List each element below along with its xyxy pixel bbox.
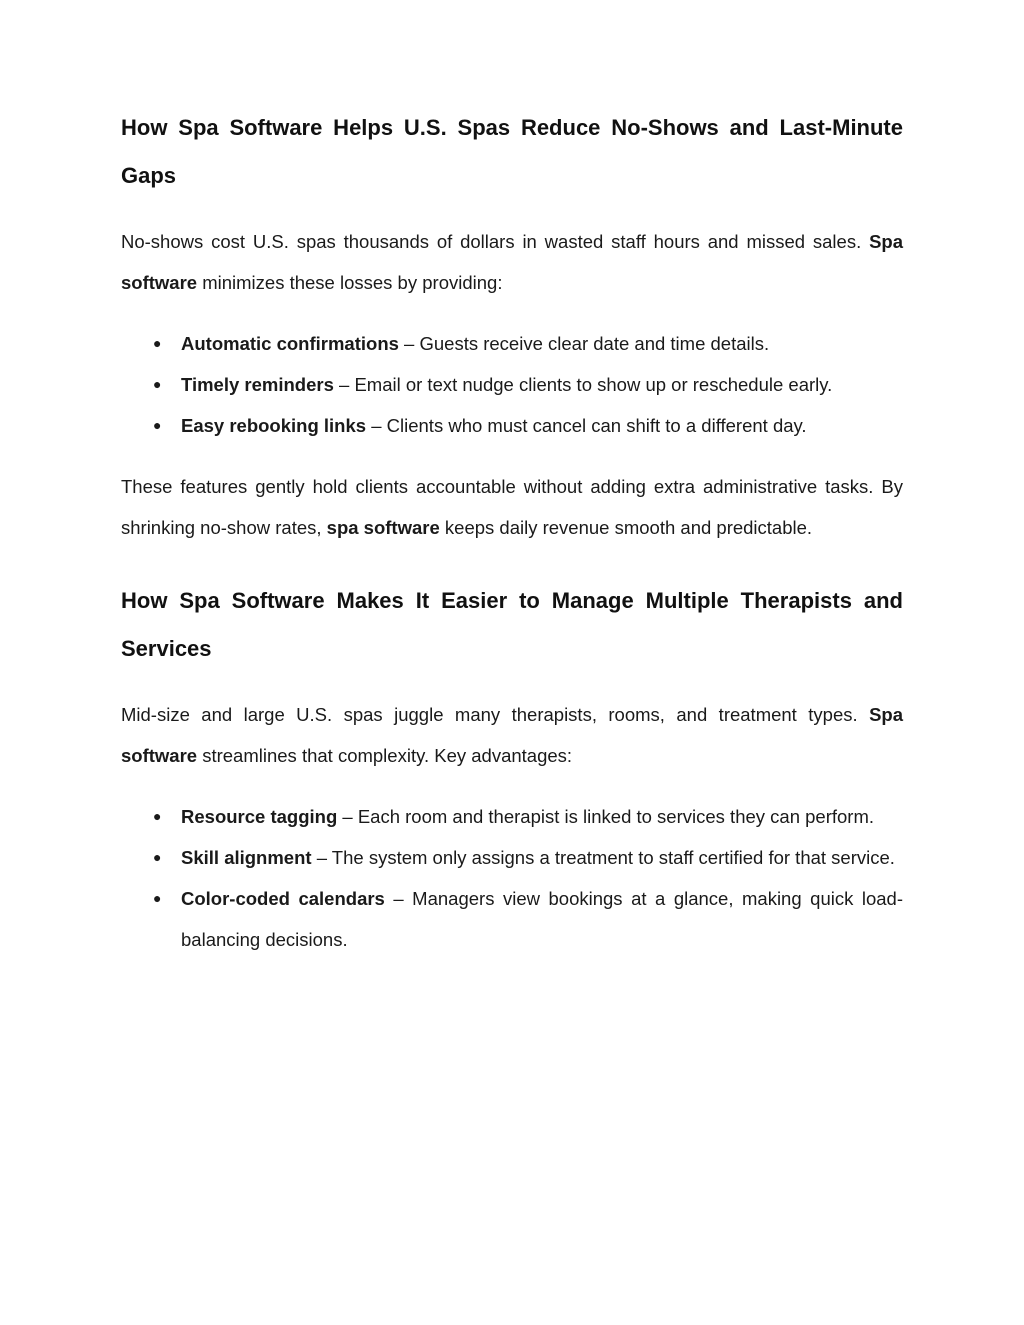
list-item-text: – The system only assigns a treatment to staff certified for that service.: [311, 847, 895, 868]
list-item-text: – Managers view bookings at a glance, making quick load-balancing decisions.: [181, 888, 904, 950]
list-item: [121, 405, 903, 446]
section2-intro-rest: streamlines that complexity. Key advantages:: [197, 745, 573, 766]
bullet-icon: ●: [153, 890, 162, 906]
list-item: [121, 364, 903, 405]
section1-closing-text: These features gently hold clients accountable without adding extra administrative tasks. By shrinking no-show rates,: [121, 476, 903, 538]
section1-heading: How Spa Software Helps U.S. Spas Reduce No-Shows and Last-Minute Gaps: [121, 115, 903, 188]
list-item-bold: Resource tagging: [181, 806, 338, 827]
list-item-bold: Skill alignment: [181, 847, 312, 868]
bullet-icon: ●: [153, 417, 162, 433]
list-item-text: – Each room and therapist is linked to services they can perform.: [337, 806, 875, 827]
list-item: [121, 323, 903, 364]
list-item-text: – Email or text nudge clients to show up or reschedule early.: [333, 374, 833, 395]
section1-closing-paragraph: [121, 466, 903, 548]
section2-bullet-list: [121, 796, 903, 960]
list-item: [121, 796, 903, 837]
section2-intro-text: Mid-size and large U.S. spas juggle many therapists, rooms, and treatment types.: [121, 704, 870, 725]
section2-intro-paragraph: [121, 694, 903, 776]
section1-intro-rest: minimizes these losses by providing:: [197, 272, 503, 293]
section1-closing-bold: spa software: [326, 517, 440, 538]
bullet-icon: ●: [153, 376, 162, 392]
section2-intro-bold: Spa software: [121, 704, 903, 766]
section1-closing-rest: keeps daily revenue smooth and predictable.: [439, 517, 813, 538]
bullet-icon: ●: [153, 335, 162, 351]
section1-intro-paragraph: [121, 221, 903, 303]
list-item-bold: Automatic confirmations: [181, 333, 399, 354]
list-item-bold: Easy rebooking links: [181, 415, 367, 436]
list-item-text: – Guests receive clear date and time details.: [398, 333, 770, 354]
section1-bullet-list: [121, 323, 903, 446]
list-item-bold: Timely reminders: [181, 374, 334, 395]
document-page: [121, 104, 903, 960]
bullet-icon: ●: [153, 849, 162, 865]
list-item: [121, 837, 903, 878]
list-item-bold: Color-coded calendars: [181, 888, 385, 909]
list-item-text: – Clients who must cancel can shift to a different day.: [366, 415, 807, 436]
section2-heading: How Spa Software Makes It Easier to Manage Multiple Therapists and Services: [121, 588, 903, 661]
bullet-icon: ●: [153, 808, 162, 824]
section1-intro-bold: Spa software: [121, 231, 903, 293]
section1-intro-text: No-shows cost U.S. spas thousands of dollars in wasted staff hours and missed sales.: [121, 231, 870, 252]
list-item: [121, 878, 903, 960]
